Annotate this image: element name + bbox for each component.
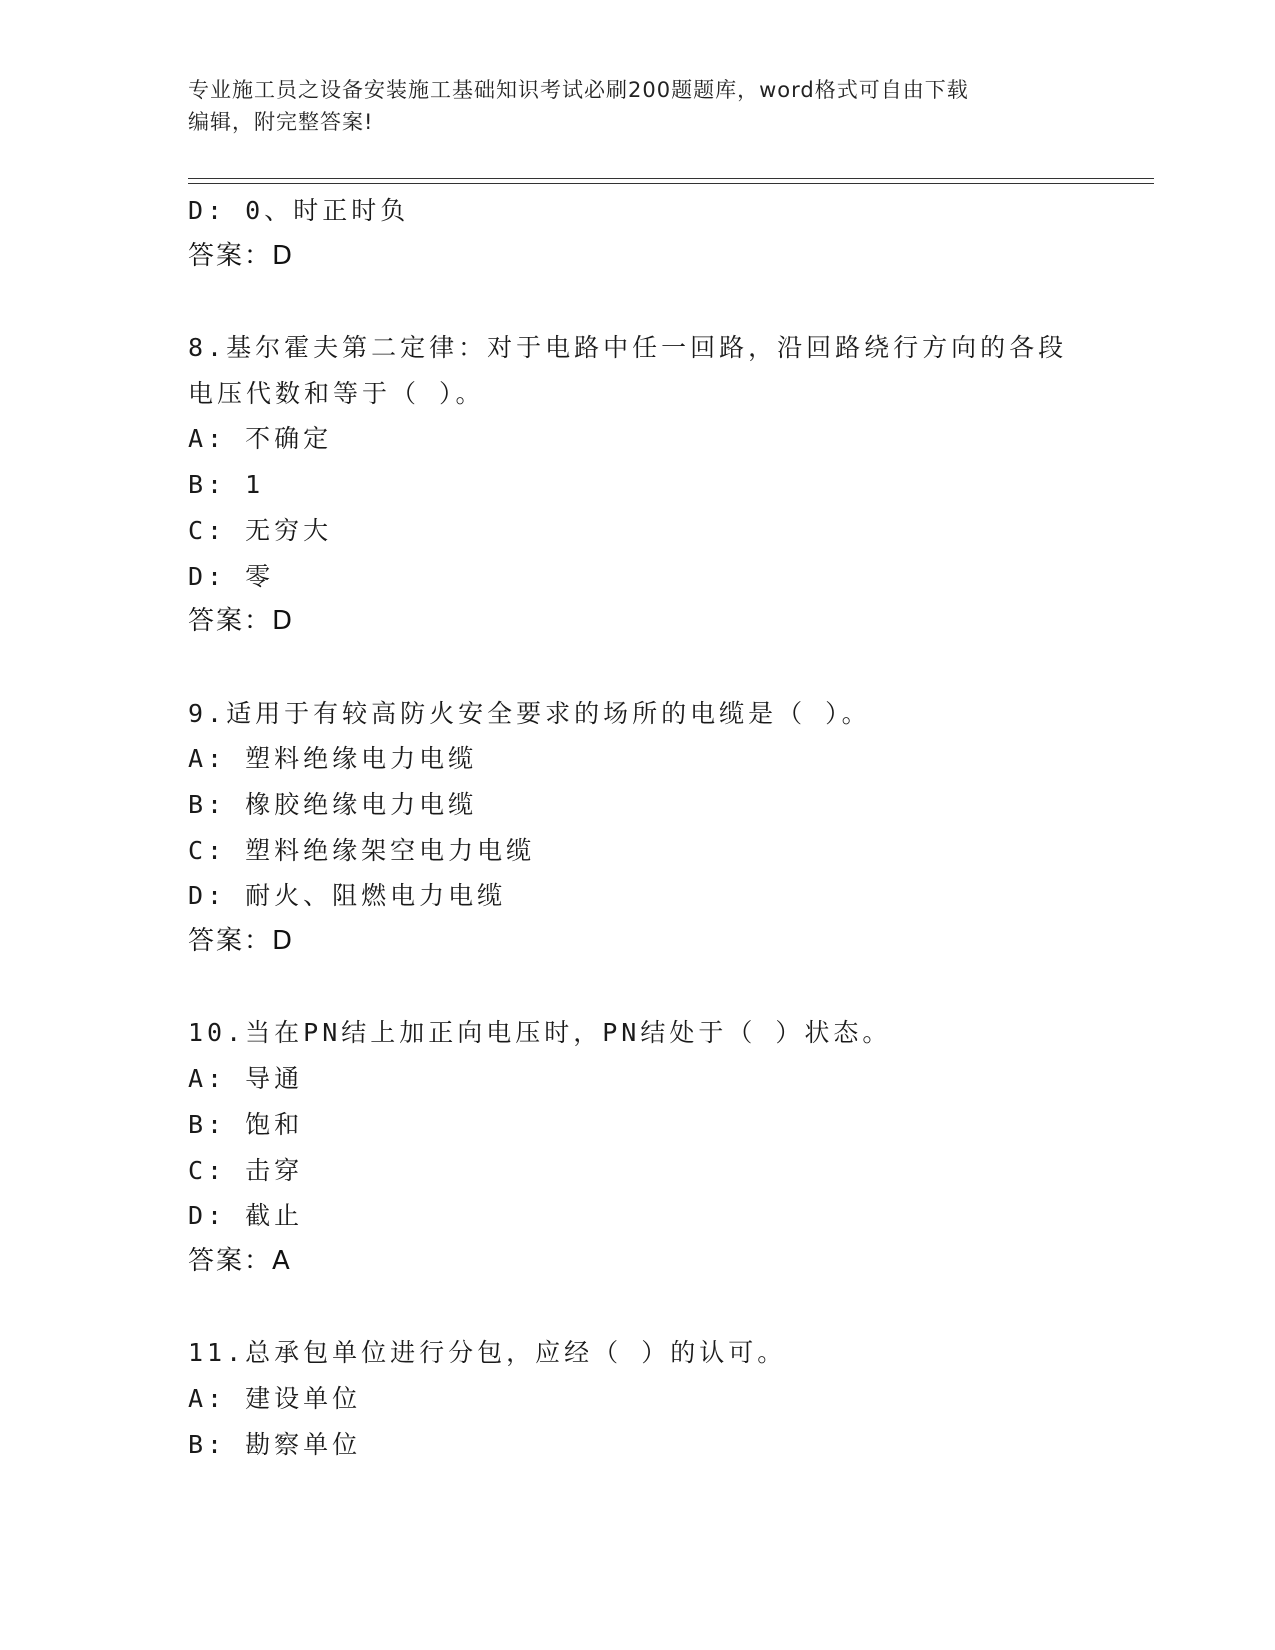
page-header [188,74,1068,138]
question-stem-line: 11.总承包单位进行分包，应经（ ）的认可。 [188,1338,787,1368]
answer: 答案：D [188,926,295,957]
question-8 [188,325,1088,645]
option-c: C: 塑料绝缘架空电力电缆 [188,835,536,865]
option-a: A: 建设单位 [188,1383,362,1413]
option-b: B: 橡胶绝缘电力电缆 [188,789,478,819]
option-d: D: 截止 [188,1201,304,1231]
answer: 答案：D [188,606,295,637]
spacer [188,279,1088,325]
question-stem-line: 10.当在PN结上加正向电压时，PN结处于（ ）状态。 [188,1018,892,1048]
header-line-1: 专业施工员之设备安装施工基础知识考试必刷200题题库，word格式可自由下载 [188,78,969,102]
question-list [188,188,1088,1467]
prev-answer: 答案：D [188,240,295,271]
option-b: B: 饱和 [188,1109,304,1139]
spacer [188,965,1088,1011]
option-b: B: 勘察单位 [188,1429,362,1459]
question-stem-line: 8.基尔霍夫第二定律：对于电路中任一回路，沿回路绕行方向的各段 [188,333,1068,363]
option-a: A: 不确定 [188,424,333,454]
option-b: B: 1 [188,470,265,500]
question-stem-line: 电压代数和等于（ ）。 [188,378,485,408]
answer: 答案：A [188,1245,292,1276]
header-line-2: 编辑，附完整答案! [188,110,374,134]
option-c: C: 无穷大 [188,515,333,545]
option-d: D: 零 [188,561,275,591]
question-9 [188,691,1088,965]
option-c: C: 击穿 [188,1155,304,1185]
spacer [188,645,1088,691]
option-d: D: 耐火、阻燃电力电缆 [188,881,507,911]
option-a: A: 塑料绝缘电力电缆 [188,744,478,774]
question-stem-line: 9.适用于有较高防火安全要求的场所的电缆是（ ）。 [188,698,871,728]
prev-option-d: D: 0、时正时负 [188,196,410,225]
question-11 [188,1330,1088,1467]
question-10 [188,1010,1088,1284]
header-rule-top [188,178,1154,179]
option-a: A: 导通 [188,1064,304,1094]
spacer [188,1285,1088,1331]
header-rule-bottom [188,183,1154,184]
